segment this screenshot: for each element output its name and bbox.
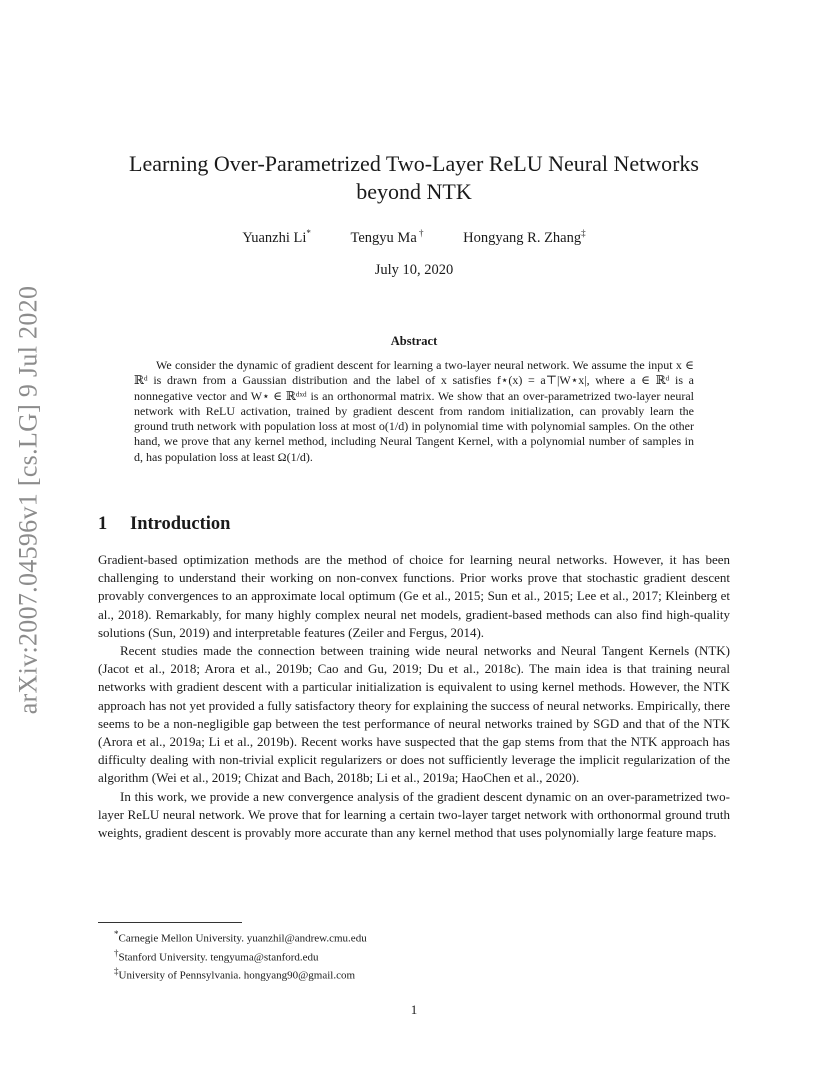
- footnote: [98, 964, 730, 983]
- paragraph: In this work, we provide a new convergence analysis of the gradient descent dynamic on an over-parametrized two-layer ReLU neural network. We prove that for learning a certain two-layer target network with orthonormal ground truth weights, gradient descent is provably more accurate than any kernel method that uses polynomially large feature maps.: [98, 788, 730, 841]
- arxiv-stamp-text: arXiv:2007.04596v1 [cs.LG] 9 Jul 2020: [13, 285, 42, 715]
- footnote: [98, 946, 730, 965]
- author-mark: †: [416, 228, 424, 238]
- section-heading: [98, 514, 230, 535]
- paper-date: July 10, 2020: [374, 262, 454, 278]
- footnote: [98, 927, 730, 946]
- section-title: Introduction: [130, 514, 231, 534]
- abstract-heading: Abstract: [390, 334, 438, 348]
- footnote-mark: *: [114, 929, 119, 939]
- arxiv-stamp: [8, 270, 48, 730]
- footnote-rule: [98, 922, 242, 923]
- title-line-1: Learning Over-Parametrized Two-Layer ReLU Neural Networks: [129, 151, 699, 176]
- footnote-mark: ‡: [114, 966, 119, 977]
- author-mark: ‡: [581, 228, 586, 238]
- paragraph: Gradient-based optimization methods are the method of choice for learning neural networks. However, it has been challenging to understand their working on non-convex functions. Prior works prove that stochastic gradient descent provably convergences to an approximate local optimum (Ge et al., 2015; Sun et al., 2015; Lee et al., 2017; Kleinberg et al., 2018). Remarkably, for many highly complex neural net models, gradient-based methods can also find high-quality solutions (Sun, 2019) and interpretable features (Zeiler and Fergus, 2014).: [98, 552, 730, 640]
- footnotes: [98, 927, 730, 983]
- section-number: 1: [98, 514, 108, 534]
- body-text: [98, 551, 730, 842]
- author: [242, 228, 311, 247]
- page-number: 1: [410, 1002, 418, 1017]
- author-name: Yuanzhi Li: [242, 229, 307, 246]
- title-line-2: beyond NTK: [356, 179, 472, 204]
- author-mark: *: [306, 228, 311, 238]
- footnote-text: University of Pennsylvania. hongyang90@gmail.com: [118, 969, 356, 982]
- author-name: Tengyu Ma: [350, 229, 417, 246]
- paper-title: [96, 150, 732, 206]
- author: [463, 228, 586, 247]
- author: [351, 228, 424, 247]
- abstract-text: We consider the dynamic of gradient descent for learning a two-layer neural network. We assume the input x ∈ ℝᵈ is drawn from a Gaussian distribution and the label of x satisfies f⋆(x) = a⊤|W⋆x|, where a ∈ ℝᵈ is a nonnegative vector and W⋆ ∈ ℝᵈˣᵈ is an orthonormal matrix. We show that an over-parametrized two-layer neural network with ReLU activation, trained by gradient descent from random initialization, can provably learn the ground truth network with population loss at most o(1/d) in polynomial time with polynomial samples. On the other hand, we prove that any kernel method, including Neural Tangent Kernel, with a polynomial number of samples in d, has population loss at least Ω(1/d).: [134, 358, 694, 464]
- footnote-mark: †: [114, 947, 119, 958]
- footnote-text: Stanford University. tengyuma@stanford.edu: [118, 951, 319, 964]
- author-list: [96, 228, 732, 247]
- footnote-text: Carnegie Mellon University. yuanzhil@andrew.cmu.edu: [118, 932, 367, 945]
- paragraph: Recent studies made the connection between training wide neural networks and Neural Tangent Kernels (NTK) (Jacot et al., 2018; Arora et al., 2019b; Cao and Gu, 2019; Du et al., 2018c). The main idea is that training neural networks with gradient descent with a particular initialization is equivalent to using kernel methods. However, the NTK approach has not yet provided a fully satisfactory theory for explaining the success of neural networks. Empirically, there seems to be a non-negligible gap between the test performance of neural networks trained by SGD and that of the NTK (Arora et al., 2019a; Li et al., 2019b). Recent works have suspected that the gap stems from that the NTK approach has difficulty dealing with non-trivial explicit regularizers or does not sufficiently leverage the implicit regularization of the algorithm (Wei et al., 2019; Chizat and Bach, 2018b; Li et al., 2019a; HaoChen et al., 2020).: [98, 643, 730, 786]
- author-name: Hongyang R. Zhang: [463, 229, 582, 246]
